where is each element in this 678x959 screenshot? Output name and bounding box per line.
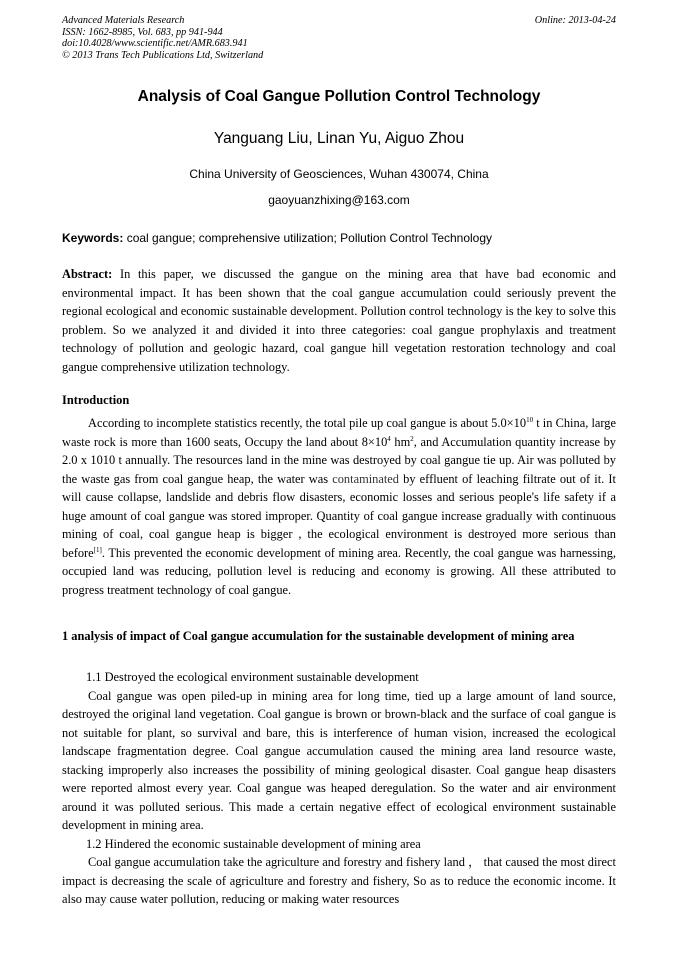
- journal-name: Advanced Materials Research: [62, 15, 185, 26]
- intro-text-6: by effluent of leaching filtrate out of it. It will cause collapse, landslide and debris flow disasters, economic losses and serious people's life safety if a huge amount of coal gangue was stored improper. Quantity of coal gangue increase gradually with continuous mining of coal, coal gangue heap is bigger , the ecological environment is destroyed more serious than before: [62, 471, 616, 560]
- paper-authors: Yanguang Liu, Linan Yu, Aiguo Zhou: [213, 130, 465, 147]
- subsection-1-2-heading: 1.2 Hindered the economic sustainable development of mining area: [86, 836, 421, 851]
- journal-doi: doi:10.4028/www.scientific.net/AMR.683.941: [62, 38, 248, 50]
- intro-sup-2: 4: [387, 434, 391, 443]
- subsection-1-2-text: Coal gangue accumulation take the agriculture and forestry and fishery land ， that caused the most direct impact is decreasing the scale of agriculture and forestry and fishery, So as to reduce the economic income. It also may cause water pollution, reducing or making water resources: [62, 855, 616, 906]
- introduction-paragraph: [62, 414, 616, 599]
- citation-ref-1[interactable]: [1]: [93, 545, 102, 554]
- journal-info: [62, 15, 263, 61]
- abstract-paragraph: [62, 265, 616, 376]
- intro-text-2: t in China, large waste rock is more than 1600 seats, Occupy the land about 8×10: [62, 416, 616, 449]
- keywords-text: coal gangue; comprehensive utilization; Pollution Control Technology: [123, 231, 493, 245]
- intro-text-4: , and Accumulation quantity increase by 2.0 x 1010 t annually. The resources land in the mine was destroyed by coal gangue tie up. Air was polluted by the waste gas from coal gangue heap, the water was: [62, 434, 616, 486]
- intro-text-3: hm: [390, 434, 411, 449]
- keywords-line: [62, 231, 616, 245]
- section-1-body: [62, 668, 616, 909]
- keywords-label: Keywords:: [62, 231, 124, 245]
- online-date: Online: 2013-04-24: [534, 15, 616, 26]
- subsection-1-1-heading: 1.1 Destroyed the ecological environment sustainable development: [86, 670, 419, 684]
- section-1-heading: 1 analysis of impact of Coal gangue accumulation for the sustainable development of mining area: [62, 629, 575, 643]
- intro-text-5: contaminated: [332, 471, 399, 486]
- intro-sup-1: 10: [526, 416, 534, 424]
- author-email[interactable]: gaoyuanzhixing@163.com: [268, 193, 410, 207]
- journal-issn: ISSN: 1662-8985, Vol. 683, pp 941-944: [62, 26, 223, 38]
- intro-text-7: . This prevented the economic development of mining area. Recently, the coal gangue was harnessing, occupied land was reducing, pollution level is reducing and economy is growing. All these attributed to progress treatment technology of coal gangue.: [62, 545, 616, 597]
- abstract-text: In this paper, we discussed the gangue on the mining area that have bad economic and environmental impact. It has been shown that the coal gangue accumulation could seriously prevent the regional ecological and economic sustainable development. Pollution control technology is the key to solve this problem. So we analyzed it and divided it into three categories: coal gangue prophylaxis and treatment technology of pollution and geologic hazard, coal gangue hill vegetation restoration technology and coal gangue comprehensive utilization technology.: [62, 267, 616, 374]
- author-affiliation: China University of Geosciences, Wuhan 430074, China: [189, 167, 489, 181]
- journal-copyright: © 2013 Trans Tech Publications Ltd, Switzerland: [62, 49, 264, 61]
- abstract-label: Abstract:: [62, 267, 113, 281]
- intro-text-1: According to incomplete statistics recently, the total pile up coal gangue is about 5.0×10: [88, 416, 527, 430]
- intro-sup-3: 2: [410, 434, 414, 443]
- paper-title: Analysis of Coal Gangue Pollution Control Technology: [137, 88, 541, 105]
- subsection-1-1-text: Coal gangue was open piled-up in mining area for long time, tied up a large amount of land source, destroyed the original land vegetation. Coal gangue is brown or brown-black and the surface of coal gangue is not suitable for plant, so survival and bare, this is interference of human vision, increased the ecological landscape fragmentation degree. Coal gangue accumulation caused the mining area land resource waste, stacking improperly also increases the possibility of mining geological disaster. Coal gangue heap disasters were reported almost every year. Coal gangue was heaped deregulation. So the water and air environment around it was polluted serious. This made a certain negative effect of ecological environment sustainable development in mining area.: [62, 688, 616, 832]
- introduction-heading: Introduction: [62, 393, 130, 407]
